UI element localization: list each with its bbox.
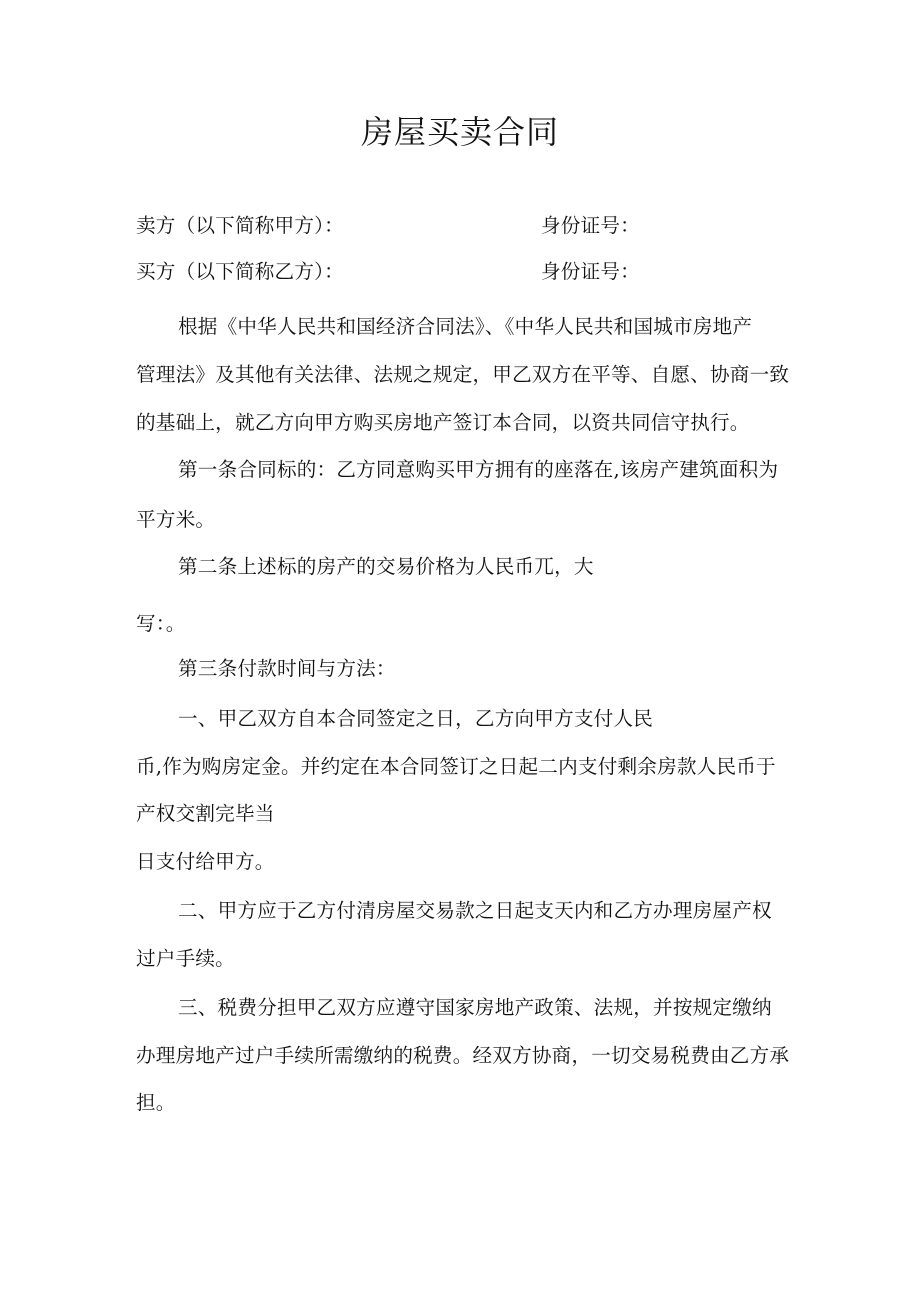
article3-item3-line: 担。 bbox=[136, 1091, 176, 1114]
article2-line: 写：。 bbox=[136, 612, 186, 635]
seller-id-label: 身份证号： bbox=[541, 214, 640, 237]
article3-item2-line: 二、甲方应于乙方付清房屋交易款之日起支天内和乙方办理房屋产权 bbox=[178, 899, 772, 922]
preamble-line: 管理法》及其他有关法律、法规之规定，甲乙双方在平等、自愿、协商一致 bbox=[136, 363, 790, 386]
article3-item1-line: 一、甲乙双方自本合同签定之日，乙方向甲方支付人民 bbox=[178, 707, 654, 730]
article1-line: 第一条合同标的：乙方同意购买甲方拥有的座落在,该房产建筑面积为 bbox=[178, 458, 779, 481]
article1-line: 平方米。 bbox=[136, 508, 216, 531]
seller-label: 卖方（以下简称甲方）： bbox=[136, 214, 344, 237]
article3-item2-line: 过户手续。 bbox=[136, 947, 235, 970]
article3-item1-line: 币,作为购房定金。并约定在本合同签订之日起二内支付剩余房款人民币于 bbox=[136, 755, 776, 778]
article2-line: 第二条上述标的房产的交易价格为人民币兀，大 bbox=[178, 555, 594, 578]
article3-item1-line: 日支付给甲方。 bbox=[136, 850, 275, 873]
article3-item3-line: 三、税费分担甲乙双方应遵守国家房地产政策、法规，并按规定缴纳 bbox=[178, 996, 772, 1019]
buyer-id-label: 身份证号： bbox=[541, 260, 640, 283]
preamble-line: 的基础上，就乙方向甲方购买房地产签订本合同，以资共同信守执行。 bbox=[136, 411, 750, 434]
article3-item3-line: 办理房地产过户手续所需缴纳的税费。经双方协商，一切交易税费由乙方承 bbox=[136, 1044, 790, 1067]
article3-heading: 第三条付款时间与方法： bbox=[178, 657, 396, 680]
document-title: 房屋买卖合同 bbox=[360, 113, 559, 151]
buyer-label: 买方（以下简称乙方）： bbox=[136, 260, 344, 283]
article3-item1-line: 产权交割完毕当 bbox=[136, 802, 275, 825]
preamble-line: 根据《中华人民共和国经济合同法》、《中华人民共和国城市房地产 bbox=[178, 315, 753, 338]
